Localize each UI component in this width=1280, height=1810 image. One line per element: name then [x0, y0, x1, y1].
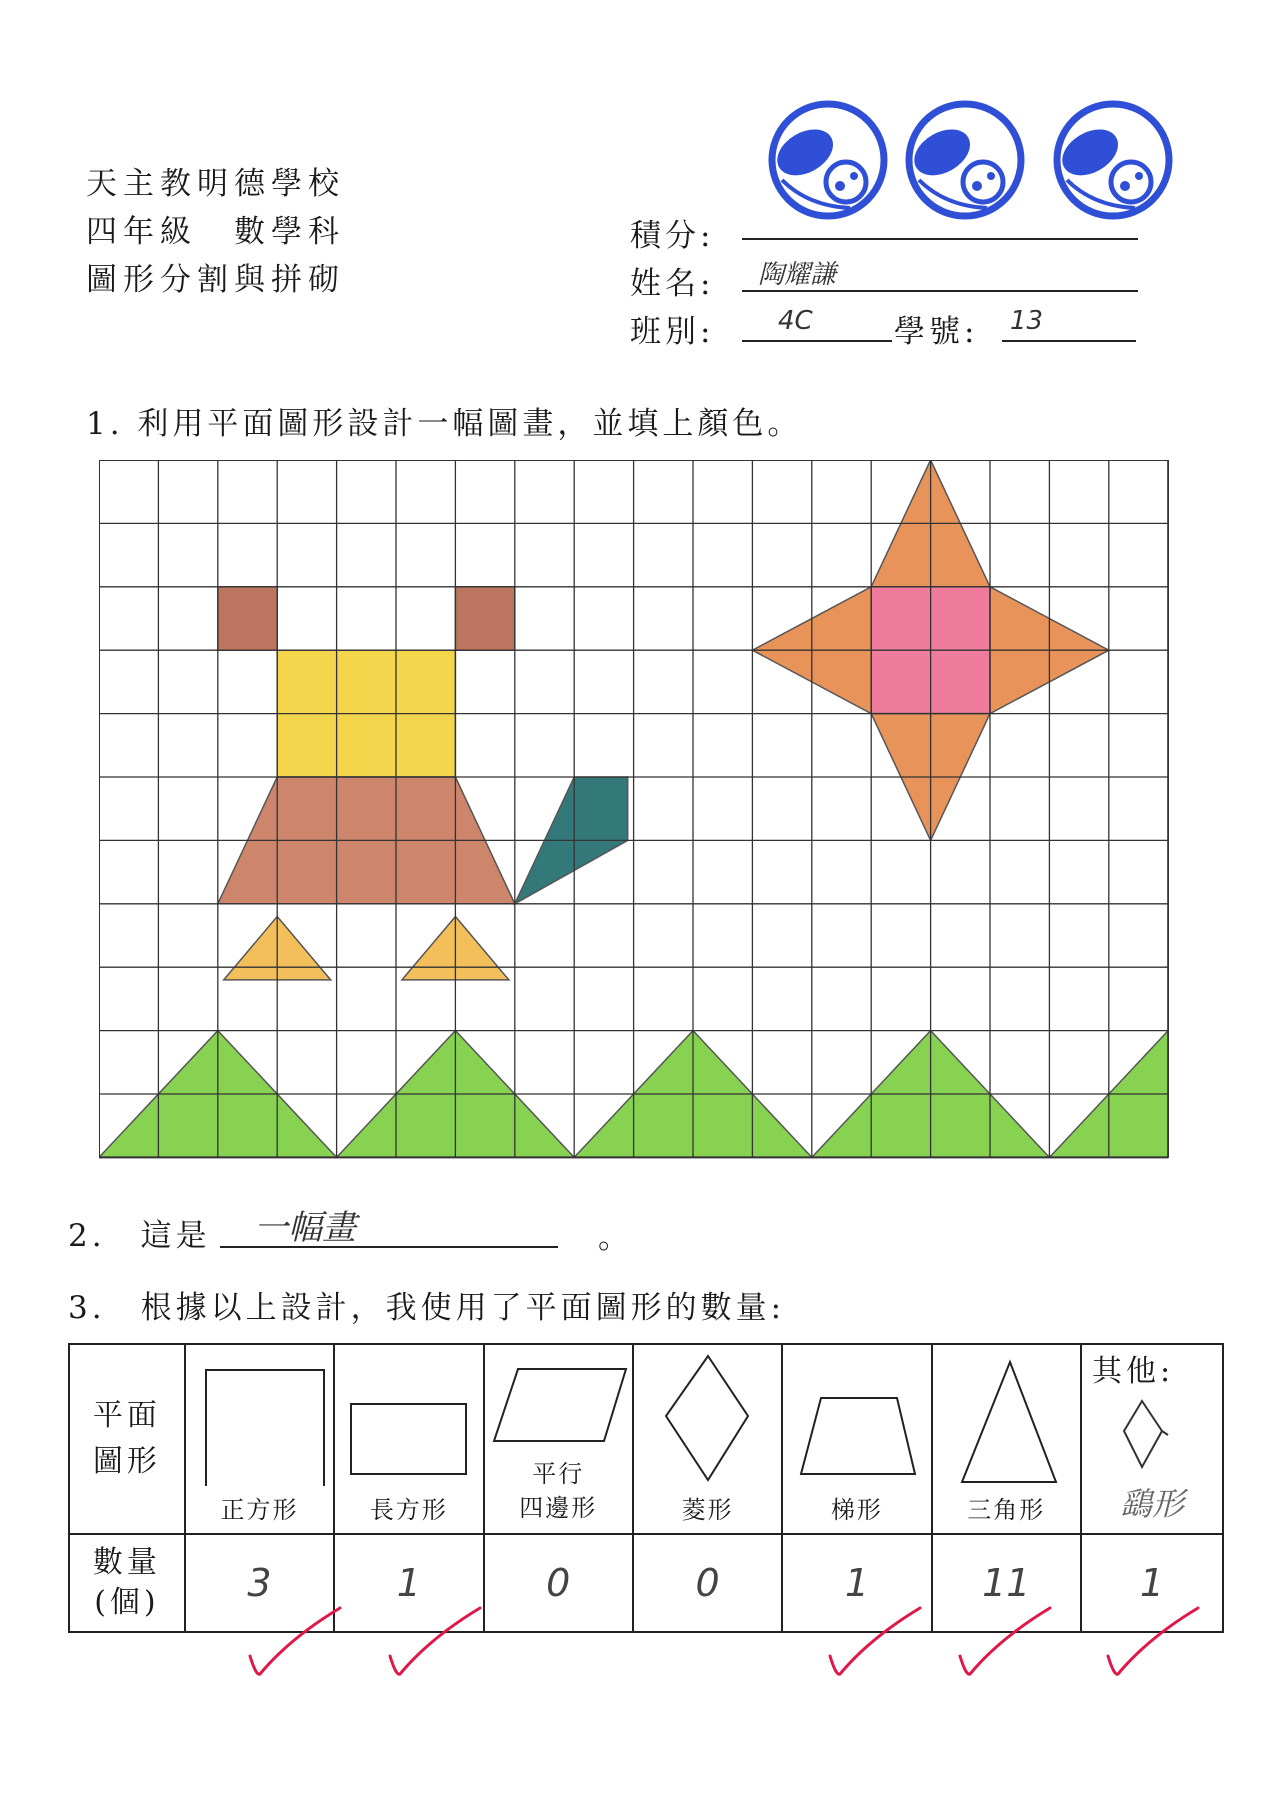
row-header-shapes-label: 平面 圖形: [92, 1398, 161, 1479]
shape-row: [69, 1344, 1223, 1534]
row-header-count-label: 數量 (個): [92, 1545, 161, 1620]
count-value: 11: [982, 1561, 1031, 1605]
question-2-suffix: 。: [598, 1220, 633, 1256]
check-mark: [1108, 1608, 1198, 1674]
stamp-dot: [835, 181, 845, 191]
class-label: 班別:: [630, 314, 715, 350]
school-stamp: [769, 104, 884, 216]
count-value: 1: [1139, 1561, 1165, 1605]
check-mark: [250, 1608, 340, 1674]
check-mark: [830, 1608, 920, 1674]
count-value: 1: [844, 1561, 870, 1605]
other-label: 其他:: [1092, 1354, 1175, 1389]
school-name: 天主教明德學校: [86, 166, 345, 202]
score-field: [742, 238, 1138, 240]
worksheet-topic: 圖形分割與拼砌: [86, 262, 345, 298]
name-label: 姓名:: [630, 266, 715, 302]
drawing-grid: [99, 460, 1169, 1160]
school-stamp: [906, 104, 1021, 216]
number-field: [1002, 340, 1136, 342]
cell-trapezoid: [782, 1344, 931, 1534]
shape-name: 梯形: [830, 1496, 883, 1524]
score-label: 積分:: [630, 218, 715, 254]
count-value: 0: [695, 1561, 720, 1605]
cell-square: [185, 1344, 334, 1534]
count-value: 1: [396, 1561, 421, 1605]
check-mark: [960, 1608, 1050, 1674]
grade-subject: 四年級 數學科: [86, 214, 345, 250]
cell-parallelogram: [484, 1344, 633, 1534]
cell-rhombus: [633, 1344, 782, 1534]
cell-other: [1081, 1344, 1223, 1534]
left-ear-square: [218, 587, 277, 650]
cell-rectangle: [334, 1344, 483, 1534]
stamp-planet: [963, 162, 1003, 202]
school-stamp: [1054, 104, 1169, 216]
trapezoid-icon: [787, 1356, 927, 1486]
shape-name: 長方形: [369, 1496, 448, 1524]
shape-name: 菱形: [681, 1496, 734, 1524]
stamp-dot: [1120, 181, 1130, 191]
stamp-dot: [972, 181, 982, 191]
class-value: 4C: [778, 306, 813, 336]
number-label: 學號:: [894, 314, 979, 350]
number-value: 13: [1010, 306, 1044, 336]
question-2-prefix: 2. 這是: [68, 1218, 211, 1254]
question-2-answer: 一幅畫: [254, 1208, 356, 1248]
question-3: 3. 根據以上設計，我使用了平面圖形的數量:: [68, 1290, 786, 1326]
rhombus-icon: [638, 1346, 778, 1486]
stamp-dot: [850, 172, 858, 180]
square-icon: [189, 1356, 329, 1486]
parallelogram-icon: [488, 1363, 628, 1453]
cell-triangle: [932, 1344, 1081, 1534]
check-mark: [390, 1608, 480, 1674]
check-marks: [0, 1560, 1280, 1690]
right-ear-square: [455, 587, 514, 650]
triangle-icon: [936, 1346, 1076, 1486]
shape-name: 三角形: [967, 1496, 1046, 1524]
name-value: 陶耀謙: [758, 260, 837, 290]
kite-icon: [1082, 1395, 1222, 1475]
question-1: 1. 利用平面圖形設計一幅圖畫，並填上顏色。: [86, 406, 803, 442]
shape-name: 平行 四邊形: [519, 1460, 598, 1522]
stamp-planet: [826, 162, 866, 202]
other-shape-name: 鷂形: [1119, 1485, 1184, 1523]
count-value: 0: [546, 1561, 571, 1605]
stamp-dot: [1135, 172, 1143, 180]
stamp-dot: [987, 172, 995, 180]
row-header-shapes: [69, 1344, 185, 1534]
stamp-planet: [1111, 162, 1151, 202]
stamp-group: [760, 98, 1180, 228]
class-field: [742, 340, 892, 342]
shape-name: 正方形: [220, 1496, 299, 1524]
rectangle-icon: [339, 1356, 479, 1486]
count-value: 3: [247, 1561, 272, 1605]
